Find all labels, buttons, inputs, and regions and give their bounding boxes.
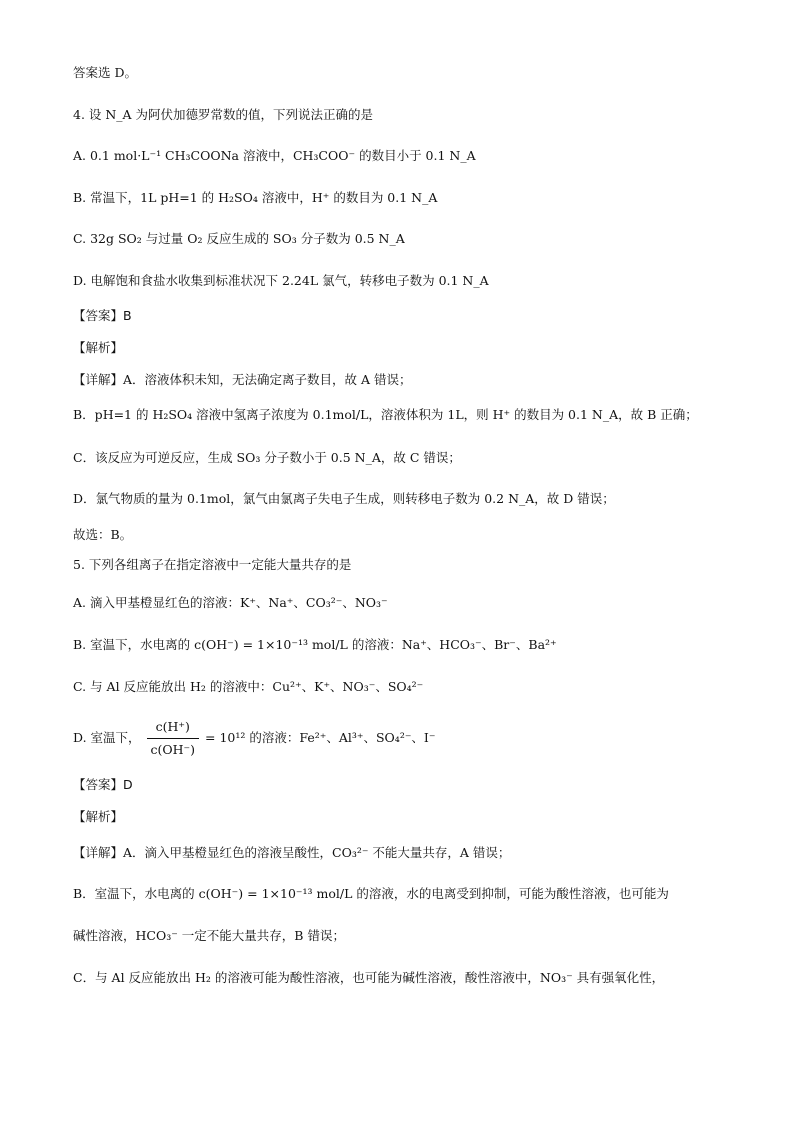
fraction-numerator: c(H⁺) (147, 716, 200, 739)
question-5-detail-c: C．与 Al 反应能放出 H₂ 的溶液可能为酸性溶液，也可能为碱性溶液，酸性溶液中，NO₃⁻ 具有强氧化性， (73, 970, 665, 985)
question-4-detail-a: 【详解】A．溶液体积未知，无法确定离子数目，故 A 错误； (73, 372, 412, 387)
option-d-prefix: D. 室温下， (73, 730, 141, 745)
question-4-detail-d: D．氯气物质的量为 0.1mol，氯气由氯离子失电子生成，则转移电子数为 0.2 N_A，故 D 错误； (73, 491, 615, 506)
question-5-option-d (73, 716, 435, 761)
question-4-answer-tag: 【答案】B (73, 308, 132, 323)
question-5-option-c: C. 与 Al 反应能放出 H₂ 的溶液中：Cu²⁺、K⁺、NO₃⁻、SO₄²⁻ (73, 679, 424, 694)
question-5-answer-tag: 【答案】D (73, 777, 133, 792)
question-5-option-b: B. 室温下，水电离的 c(OH⁻) = 1×10⁻¹³ mol/L 的溶液：Na⁺、HCO₃⁻、Br⁻、Ba²⁺ (73, 637, 557, 652)
question-4-detail-c: C．该反应为可逆反应，生成 SO₃ 分子数小于 0.5 N_A，故 C 错误； (73, 450, 461, 465)
question-4-option-d: D. 电解饱和食盐水收集到标准状况下 2.24L 氯气，转移电子数为 0.1 N_A (73, 273, 489, 288)
question-4-option-a: A. 0.1 mol·L⁻¹ CH₃COONa 溶液中，CH₃COO⁻ 的数目小于 0.1 N_A (73, 148, 476, 163)
question-4-detail-b: B．pH=1 的 H₂SO₄ 溶液中氢离子浓度为 0.1mol/L，溶液体积为 1L，则 H⁺ 的数目为 0.1 N_A，故 B 正确； (73, 407, 698, 422)
question-4-conclusion: 故选：B。 (73, 527, 133, 542)
question-5-detail-b-line1: B．室温下，水电离的 c(OH⁻) = 1×10⁻¹³ mol/L 的溶液，水的电离受到抑制，可能为酸性溶液，也可能为 (73, 886, 669, 901)
previous-answer: 答案选 D。 (73, 65, 137, 80)
question-4-analysis-tag: 【解析】 (73, 340, 124, 355)
fraction-denominator: c(OH⁻) (150, 742, 196, 757)
question-4-option-c: C. 32g SO₂ 与过量 O₂ 反应生成的 SO₃ 分子数为 0.5 N_A (73, 231, 405, 246)
question-5-detail-b-line2: 碱性溶液，HCO₃⁻ 一定不能大量共存，B 错误； (73, 928, 345, 943)
concentration-ratio-fraction (147, 716, 200, 761)
question-5-stem: 5. 下列各组离子在指定溶液中一定能大量共存的是 (73, 557, 352, 572)
question-5-option-a: A. 滴入甲基橙显红色的溶液：K⁺、Na⁺、CO₃²⁻、NO₃⁻ (73, 595, 388, 610)
question-5-analysis-tag: 【解析】 (73, 809, 124, 824)
question-5-detail-a: 【详解】A．滴入甲基橙显红色的溶液呈酸性，CO₃²⁻ 不能大量共存，A 错误； (73, 845, 511, 860)
question-4-stem: 4. 设 N_A 为阿伏加德罗常数的值，下列说法正确的是 (73, 107, 374, 122)
option-d-suffix: = 10¹² 的溶液：Fe²⁺、Al³⁺、SO₄²⁻、I⁻ (205, 730, 436, 745)
question-4-option-b: B. 常温下，1L pH=1 的 H₂SO₄ 溶液中，H⁺ 的数目为 0.1 N_A (73, 190, 438, 205)
